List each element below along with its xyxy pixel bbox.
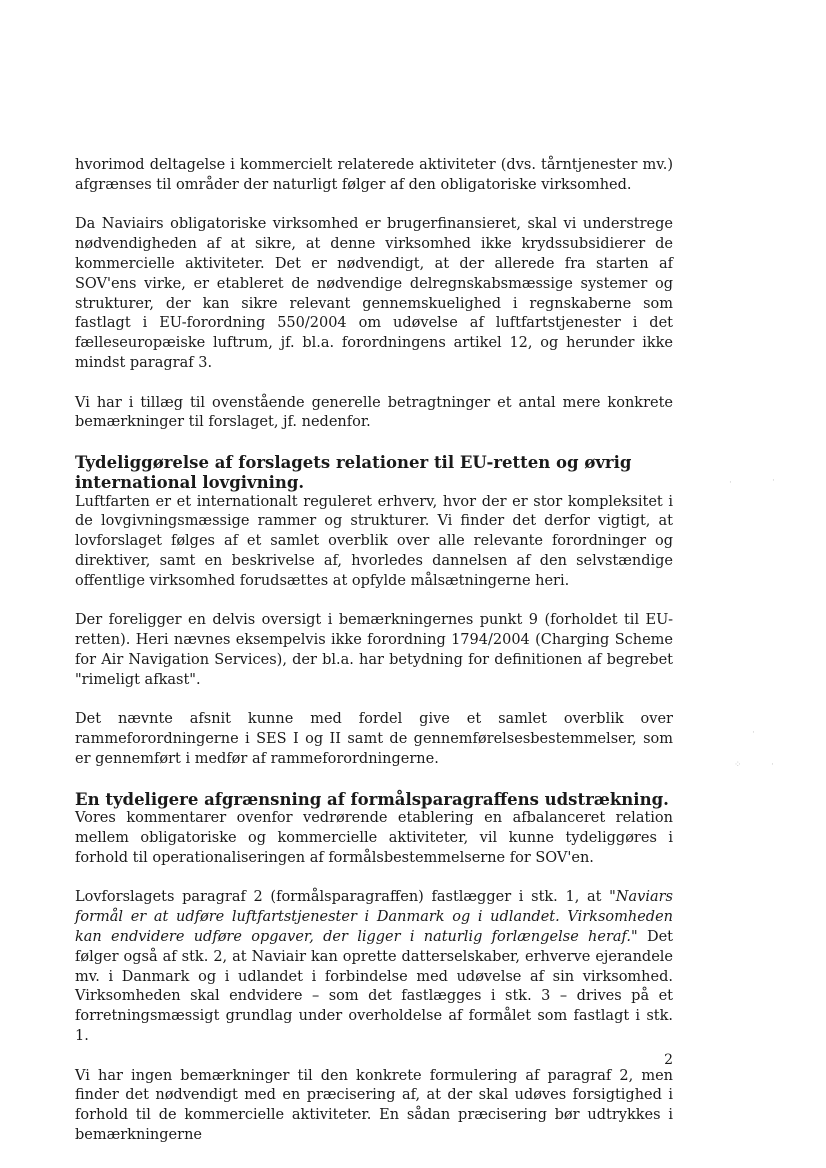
- heading-eu-relations: Tydeliggørelse af forslagets relationer til EU-retten og øvrig international lovgivning.: [75, 452, 632, 492]
- section-2-quote: "Naviars formål er at udføre luftfartstjenester i Danmark og i udlandet. Virksomheden kan endvidere udføre opgaver, der ligger i naturlig forlængelse heraf.": [75, 889, 673, 946]
- paragraph-partial-overview: Der foreligger en delvis oversigt i bemærkningernes punkt 9 (forholdet til EU-retten). Heri nævnes eksempelvis ikke forordning 1794/2004 (Charging Scheme for Air Navigation Services), der bl.a. har betydning for definitionen af begrebet "rimeligt afkast".: [75, 612, 673, 688]
- paragraph-cross-subsidy: Da Naviairs obligatoriske virksomhed er brugerfinansieret, skal vi understrege nødvendigheden af at sikre, at denne virksomhed ikke krydssubsidierer de kommercielle aktiviteter. Det er nødvendigt, at der allerede fra starten af SOV'ens virke, er etableret de nødvendige delregnskabsmæssige systemer og strukturer, der kan sikre relevant gennemskuelighed i regnskaberne som fastlagt i EU-forordning 550/2004 om udøvelse af luftfartstjenester i det fælleseuropæiske luftrum, jf. bl.a. forordningens artikel 12, og herunder ikke mindst paragraf 3.: [75, 216, 673, 371]
- paragraph-remarks-intro: Vi har i tillæg til ovenstående generelle betragtninger et antal mere konkrete bemærkninger til forslaget, jf. nedenfor.: [75, 394, 673, 431]
- document-body: [75, 156, 673, 1166]
- paragraph-framework-regulations: Det nævnte afsnit kunne med fordel give et samlet overblik over rammeforordningerne i SES I og II samt de gennemførelsesbestemmelser, som er gennemført i medfør af rammeforordningerne.: [75, 711, 673, 767]
- paragraph-section-2: [75, 888, 673, 1046]
- scan-speck: ·: [771, 760, 774, 770]
- paragraph-continuation: hvorimod deltagelse i kommercielt relaterede aktiviteter (dvs. tårntjenester mv.) afgrænses til områder der naturligt følger af den obligatoriske virksomhed.: [75, 157, 673, 193]
- section-2-intro: Lovforslagets paragraf 2 (formålsparagraffen) fastlægger i stk. 1, at: [75, 889, 610, 906]
- paragraph-no-remarks: Vi har ingen bemærkninger til den konkrete formulering af paragraf 2, men finder det nødvendigt med en præcisering af, at der skal udøves forsigtighed i forhold til de kommercielle aktiviteter. En sådan præcisering bør udtrykkes i bemærkningerne: [75, 1067, 673, 1144]
- page-number: 2: [664, 1052, 673, 1068]
- scan-speck: ⁘: [734, 760, 742, 770]
- paragraph-comments-clarification: Vores kommentarer ovenfor vedrørende etablering en afbalanceret relation mellem obligatoriske og kommercielle aktiviteter, vil kunne tydeliggøres i forhold til operationaliseringen af formålsbestemmelserne for SOV'en.: [75, 810, 673, 866]
- scan-speck: ·: [772, 476, 775, 486]
- section-2-rest: Det følger også af stk. 2, at Naviair kan oprette datterselskaber, erhverve ejerandele mv. i Danmark og i udlandet i forbindelse med udøvelse af sin virksomhed. Virksomheden skal endvidere – som det fastlægges i stk. 3 – drives på et forretningsmæssigt grundlag under overholdelse af formålet som fastlagt i stk. 1.: [75, 929, 673, 1045]
- scan-speck: ·: [752, 728, 755, 738]
- heading-purpose-clause: En tydeligere afgrænsning af formålsparagraffens udstrækning.: [75, 789, 669, 809]
- paragraph-international-regulation: Luftfarten er et internationalt reguleret erhverv, hvor der er stor kompleksitet i de lovgivningsmæssige rammer og strukturer. Vi finder det derfor vigtigt, at lovforslaget følges af et samlet overblik over alle relevante forordninger og direktiver, samt en beskrivelse af, hvorledes dannelsen af den selvstændige offentlige virksomhed forudsættes at opfylde målsætningerne heri.: [75, 493, 673, 589]
- scan-speck: ·: [729, 478, 732, 488]
